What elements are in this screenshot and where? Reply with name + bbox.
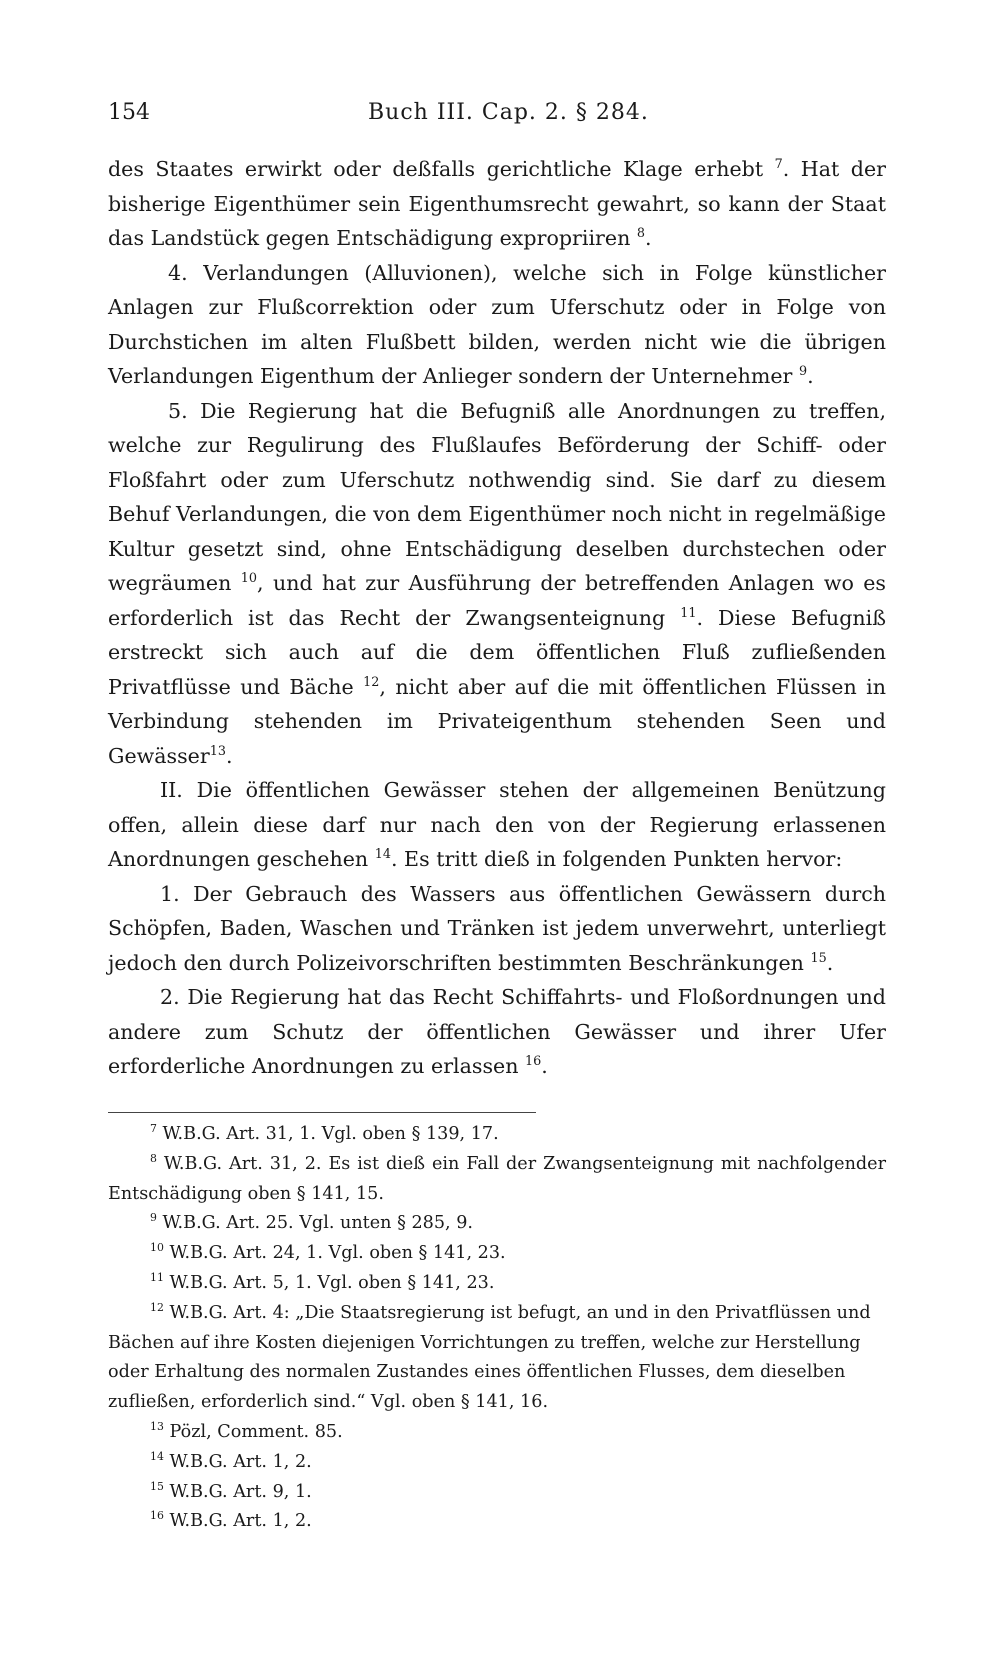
footnote-ref: 11 — [680, 605, 697, 621]
footnote: $^8$ W.B.G. Art. 31, 2. Es ist dieß ein Fall der Zwangsenteignung mit nachfolgender Entschädigung oben § 141, 15. — [108, 1151, 886, 1204]
paragraph-item-2: 2. Die Regierung hat das Recht Schiffahrts- und Floßordnungen und andere zum Schutz der öffentlichen Gewässer und ihrer Ufer erforderliche Anordnungen zu erlassen $^{16}$. — [108, 985, 886, 1078]
footnotes — [108, 1120, 886, 1537]
footnote: $^{15}$ W.B.G. Art. 9, 1. — [150, 1479, 312, 1502]
footnote: $^{12}$ W.B.G. Art. 4: „Die Staatsregierung ist befugt, an und in den Privatflüssen und Bächen auf ihre Kosten diejenigen Vorrichtungen zu treffen, welche zur Herstellung oder Erhaltung des normalen Zustandes eines öffentlichen Flusses, dem dieselben zufließen, erforderlich sind.“ Vgl. oben § 141, 16. — [108, 1300, 871, 1413]
footnote: $^{16}$ W.B.G. Art. 1, 2. — [150, 1509, 312, 1532]
paragraph-item-1: 1. Der Gebrauch des Wassers aus öffentlichen Gewässern durch Schöpfen, Baden, Waschen und Tränken ist jedem unverwehrt, unterliegt jedoch den durch Polizeivorschriften bestimmten Beschränkungen $^{15}$. — [108, 881, 886, 975]
footnote-ref: 8 — [636, 226, 646, 242]
footnote-ref: 15 — [810, 950, 827, 966]
footnote: $^{13}$ Pözl, Comment. 85. — [150, 1420, 343, 1442]
footnote: $^7$ W.B.G. Art. 31, 1. Vgl. oben § 139, 17. — [150, 1122, 499, 1144]
footnote-ref: 13 — [209, 743, 226, 759]
footnote: $^{11}$ W.B.G. Art. 5, 1. Vgl. oben § 141, 23. — [150, 1271, 495, 1293]
paragraph-continuation: des Staates erwirkt oder deßfalls gerichtliche Klage erhebt $^7$. Hat der bisherige Eigenthümer sein Eigenthumsrecht gewahrt, so kann der Staat das Landstück gegen Entschädigung expropriiren $^8$. — [108, 157, 886, 250]
footnote-ref: 12 — [363, 674, 380, 690]
page-number: 154 — [108, 100, 150, 125]
footnote-ref: 10 — [240, 571, 258, 587]
footnote: $^{14}$ W.B.G. Art. 1, 2. — [150, 1449, 312, 1472]
main-text — [108, 152, 886, 1084]
running-title: Buch III. Cap. 2. § 284. — [368, 100, 649, 125]
footnote: $^9$ W.B.G. Art. 25. Vgl. unten § 285, 9. — [150, 1211, 474, 1234]
footnote-ref: 9 — [798, 364, 808, 380]
footnote-divider — [108, 1112, 536, 1113]
footnote-ref: 14 — [374, 847, 391, 863]
footnote: $^{10}$ W.B.G. Art. 24, 1. Vgl. oben § 141, 23. — [150, 1241, 506, 1264]
paragraph-item-5: 5. Die Regierung hat die Befugniß alle Anordnungen zu treffen, welche zur Regulirung des Flußlaufes Beförderung der Schiff- oder Floßfahrt oder zum Uferschutz nothwendig sind. Sie darf zu diesem Behuf Verlandungen, die von dem Eigenthümer noch nicht in regelmäßige Kultur gesetzt sind, ohne Entschädigung deselben durchstechen oder wegräumen $^{10}$, und hat zur Ausführung der betreffenden Anlagen wo es erforderlich ist das Recht der Zwangsenteignung $^{11}$. Diese Befugniß erstreckt sich auch auf die dem öffentlichen Fluß zufließenden Privatflüsse und Bäche $^{12}$, nicht aber auf die mit öffentlichen Flüssen in Verbindung stehenden im Privateigenthum stehenden Seen und Gewässer$^{13}$. — [108, 398, 887, 768]
paragraph-section-ii: II. Die öffentlichen Gewässer stehen der allgemeinen Benützung offen, allein diese darf nur nach den von der Regierung erlassenen Anordnungen geschehen $^{14}$. Es tritt dieß in folgenden Punkten hervor: — [108, 778, 886, 871]
footnote-ref: 7 — [774, 157, 783, 173]
paragraph-item-4: 4. Verlandungen (Alluvionen), welche sich in Folge künstlicher Anlagen zur Flußcorrektion oder zum Uferschutz oder in Folge von Durchstichen im alten Flußbett bilden, werden nicht wie die übrigen Verlandungen Eigenthum der Anlieger sondern der Unternehmer $^9$. — [108, 260, 886, 388]
page-header — [108, 100, 888, 140]
footnote-ref: 16 — [525, 1054, 542, 1070]
